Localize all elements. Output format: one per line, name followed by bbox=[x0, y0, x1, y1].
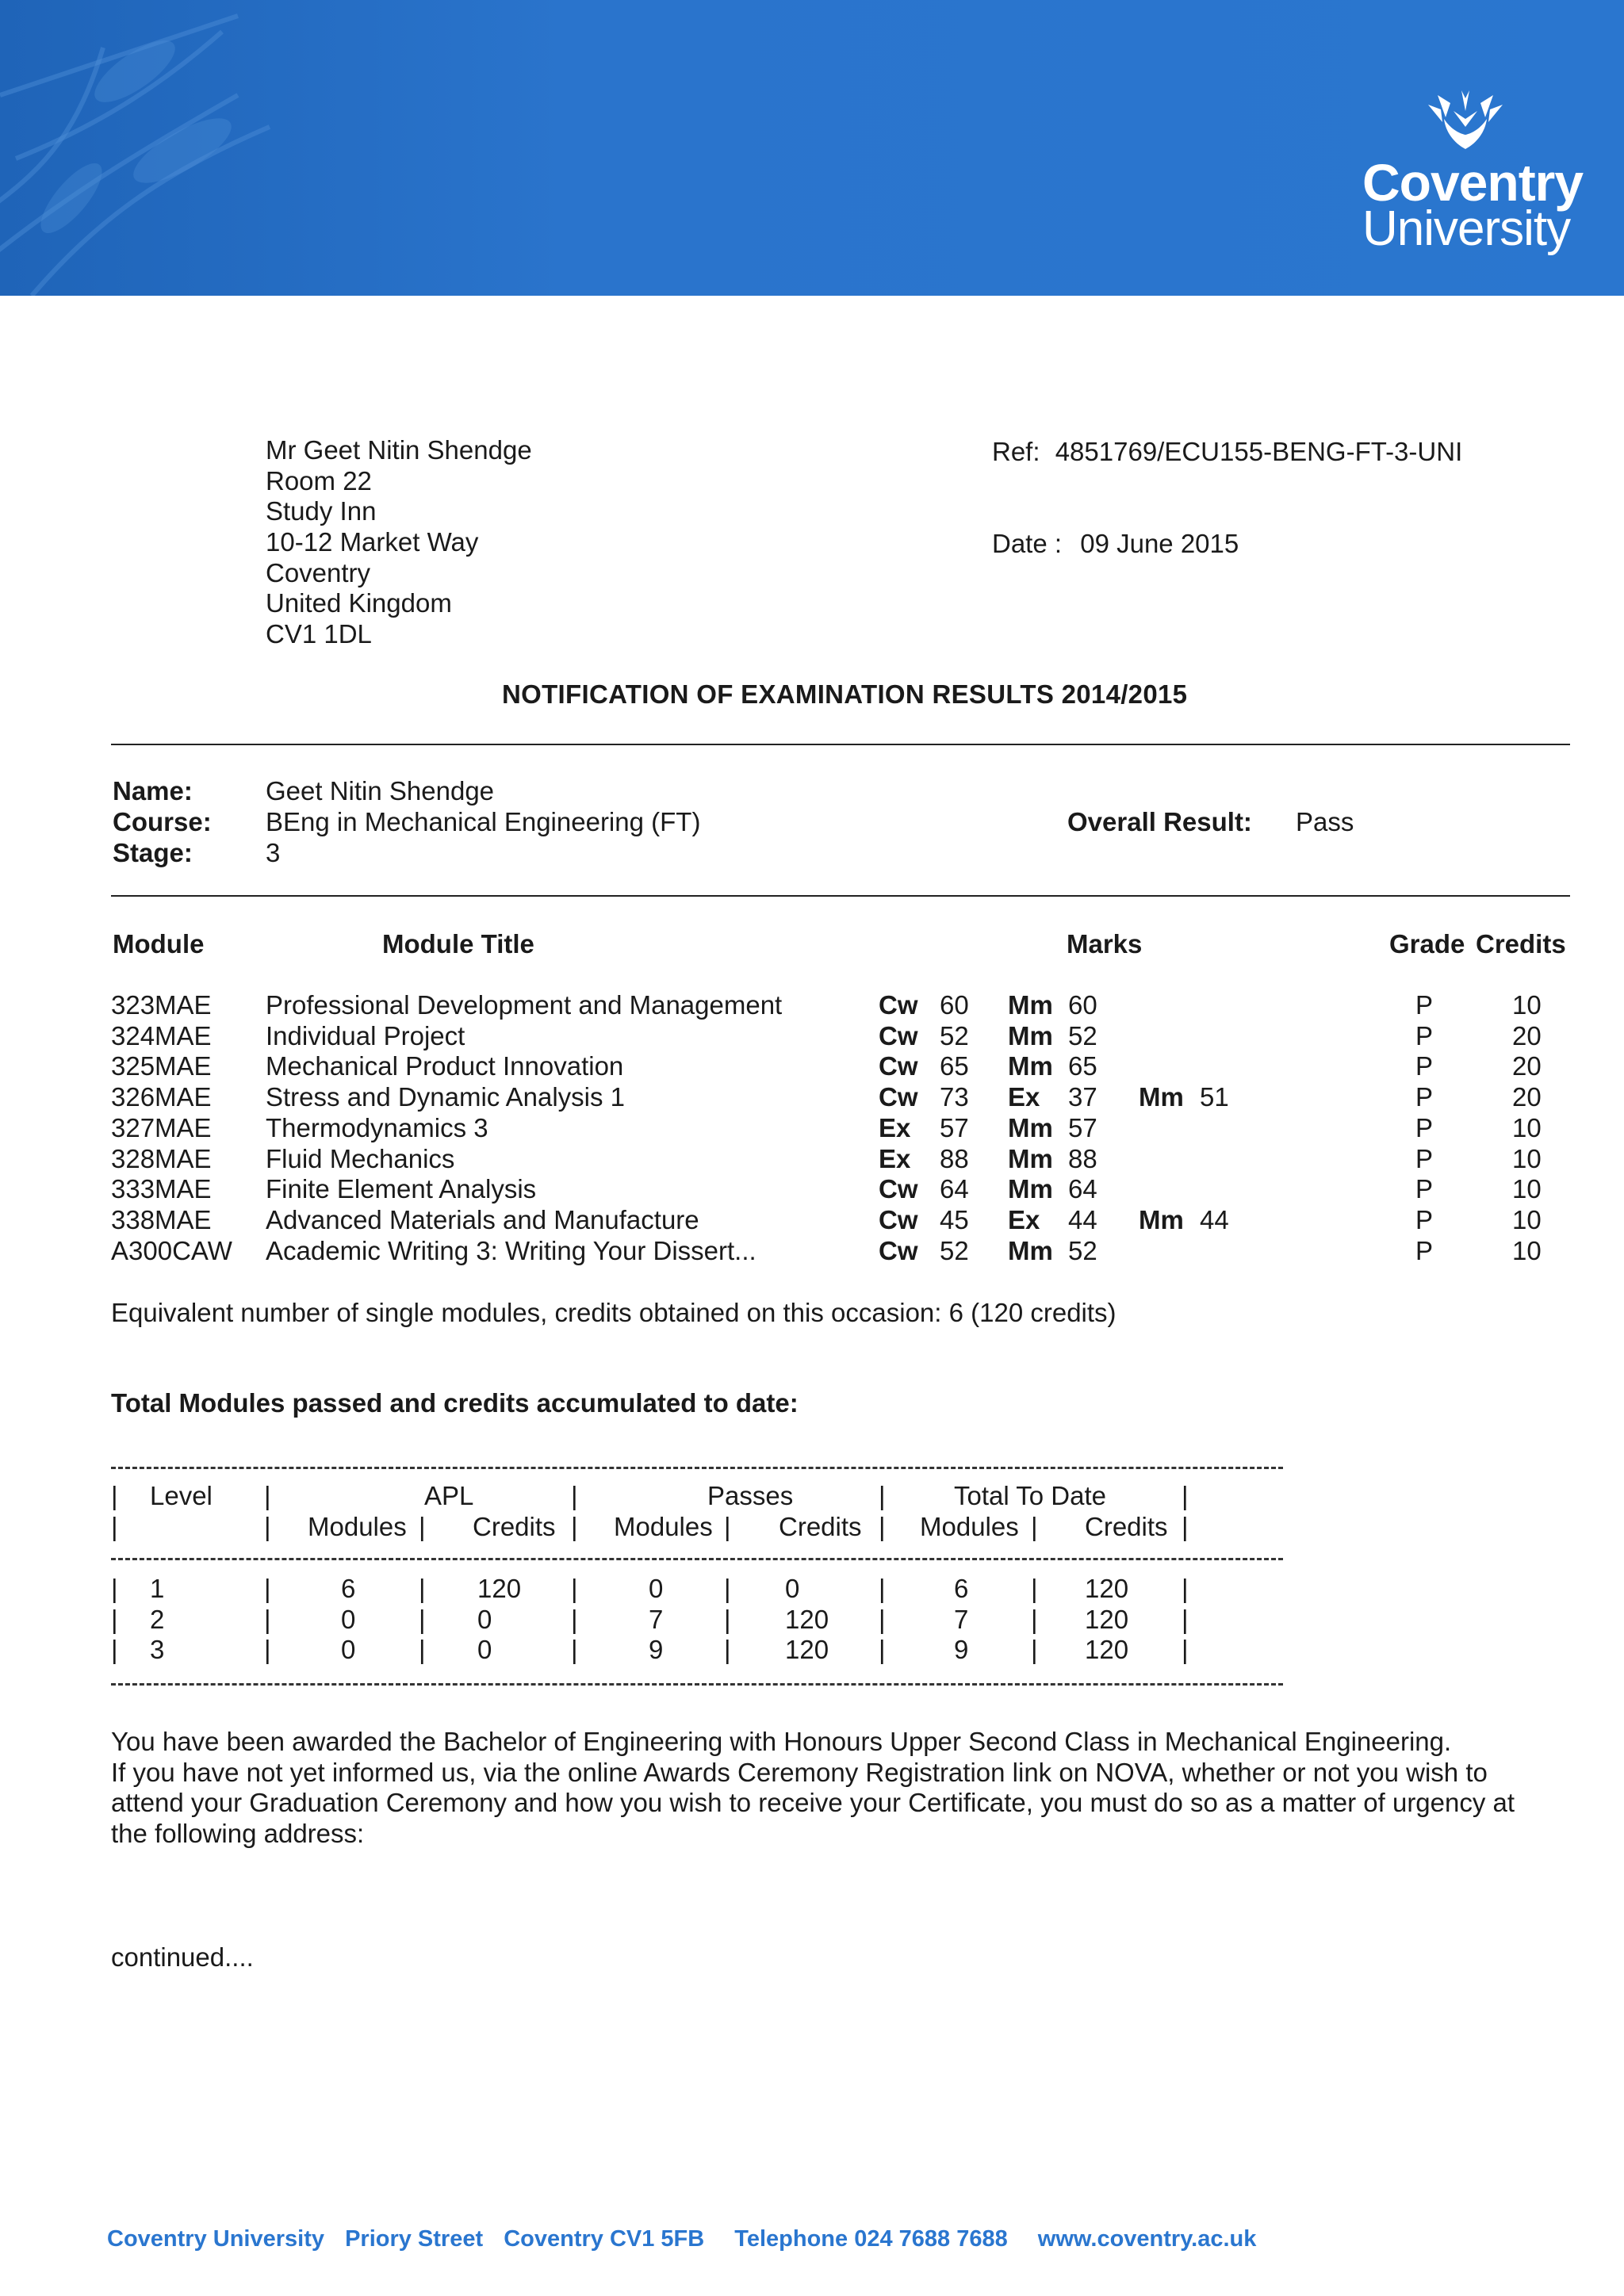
summary-apl-modules: 6 bbox=[341, 1574, 356, 1603]
overall-result-value: Pass bbox=[1296, 807, 1354, 836]
summary-total-modules: 9 bbox=[954, 1635, 969, 1665]
mark-type: Mm bbox=[1139, 1204, 1184, 1234]
table-rule: | bbox=[111, 1574, 118, 1603]
student-name: Geet Nitin Shendge bbox=[266, 776, 495, 806]
col-header-module-title: Module Title bbox=[382, 929, 534, 959]
document-title: NOTIFICATION OF EXAMINATION RESULTS 2014/2015 bbox=[502, 679, 1188, 709]
summary-level: 2 bbox=[150, 1604, 165, 1634]
summary-header-passes: Passes bbox=[707, 1481, 794, 1510]
summary-header-total: Total To Date bbox=[954, 1481, 1107, 1510]
module-code: A300CAW bbox=[111, 1235, 232, 1265]
letter-date bbox=[992, 529, 1239, 559]
module-code: 323MAE bbox=[111, 990, 212, 1020]
table-row bbox=[111, 1082, 1570, 1113]
module-code: 328MAE bbox=[111, 1143, 212, 1173]
mark-type: Mm bbox=[1008, 1112, 1053, 1142]
date-label: Date : bbox=[992, 529, 1063, 558]
col-header-credits: Credits bbox=[1476, 929, 1566, 959]
mark-value: 64 bbox=[1068, 1174, 1097, 1204]
mark-value: 45 bbox=[940, 1204, 969, 1234]
address-line: United Kingdom bbox=[266, 588, 452, 618]
module-code: 327MAE bbox=[111, 1112, 212, 1142]
footer-website[interactable]: www.coventry.ac.uk bbox=[1037, 2226, 1257, 2252]
mark-value: 52 bbox=[1068, 1020, 1097, 1050]
summary-total-credits: 120 bbox=[1085, 1604, 1129, 1634]
module-grade: P bbox=[1415, 1020, 1434, 1050]
summary-table-border bbox=[111, 1683, 1283, 1686]
logo-wordmark-line2: University bbox=[1362, 201, 1571, 256]
summary-pass-modules: 7 bbox=[649, 1604, 664, 1634]
award-paragraph bbox=[111, 1727, 1515, 1850]
total-modules-heading: Total Modules passed and credits accumulated to date: bbox=[111, 1388, 799, 1418]
module-code: 338MAE bbox=[111, 1204, 212, 1234]
module-code: 333MAE bbox=[111, 1174, 212, 1204]
module-title: Thermodynamics 3 bbox=[266, 1112, 488, 1142]
summary-total-credits: 120 bbox=[1085, 1635, 1129, 1665]
table-rule: | bbox=[111, 1481, 118, 1510]
summary-header-level: Level bbox=[150, 1481, 213, 1510]
mark-type: Ex bbox=[879, 1143, 911, 1173]
footer-org: Coventry University bbox=[107, 2226, 324, 2252]
summary-apl-credits: 120 bbox=[477, 1574, 522, 1603]
module-code: 324MAE bbox=[111, 1020, 212, 1050]
footer-contact bbox=[107, 2226, 1270, 2252]
col-header-grade: Grade bbox=[1389, 929, 1465, 959]
table-rule: | bbox=[1182, 1635, 1189, 1665]
summary-header-total-credits: Credits bbox=[1085, 1512, 1168, 1541]
table-rule: | bbox=[879, 1604, 886, 1634]
summary-header-apl-modules: Modules bbox=[308, 1512, 407, 1541]
module-grade: P bbox=[1415, 1204, 1434, 1234]
summary-header-passes-modules: Modules bbox=[614, 1512, 713, 1541]
summary-level: 1 bbox=[150, 1574, 165, 1603]
table-rule: | bbox=[419, 1604, 426, 1634]
divider bbox=[111, 895, 1570, 897]
module-title: Individual Project bbox=[266, 1020, 465, 1050]
award-line: the following address: bbox=[111, 1819, 365, 1849]
summary-apl-credits: 0 bbox=[477, 1604, 492, 1634]
module-code: 325MAE bbox=[111, 1051, 212, 1081]
summary-total-modules: 6 bbox=[954, 1574, 969, 1603]
recipient-address bbox=[266, 435, 532, 650]
table-rule: | bbox=[1182, 1574, 1189, 1603]
mark-value: 51 bbox=[1200, 1082, 1229, 1112]
address-line: CV1 1DL bbox=[266, 619, 372, 649]
mark-value: 44 bbox=[1200, 1204, 1229, 1234]
mark-type: Cw bbox=[879, 1235, 918, 1265]
table-row bbox=[111, 1144, 1570, 1175]
summary-apl-modules: 0 bbox=[341, 1604, 356, 1634]
table-row bbox=[111, 1174, 1570, 1205]
mark-type: Cw bbox=[879, 1020, 918, 1050]
module-title: Academic Writing 3: Writing Your Dissert... bbox=[266, 1235, 756, 1265]
mark-value: 65 bbox=[940, 1051, 969, 1081]
table-rule: | bbox=[879, 1574, 886, 1603]
table-row bbox=[111, 1021, 1570, 1052]
summary-pass-modules: 0 bbox=[649, 1574, 664, 1603]
address-line: Mr Geet Nitin Shendge bbox=[266, 435, 532, 465]
table-rule: | bbox=[419, 1574, 426, 1603]
summary-apl-credits: 0 bbox=[477, 1635, 492, 1665]
header-banner bbox=[0, 0, 1624, 296]
ref-value: 4851769/ECU155-BENG-FT-3-UNI bbox=[1055, 437, 1463, 466]
mark-value: 88 bbox=[1068, 1143, 1097, 1173]
module-credits: 10 bbox=[1512, 1112, 1542, 1142]
module-grade: P bbox=[1415, 1143, 1434, 1173]
table-rule: | bbox=[1031, 1512, 1038, 1541]
summary-level: 3 bbox=[150, 1635, 165, 1665]
mark-type: Cw bbox=[879, 990, 918, 1020]
summary-header-apl-credits: Credits bbox=[473, 1512, 556, 1541]
summary-total-modules: 7 bbox=[954, 1604, 969, 1634]
table-row bbox=[111, 1236, 1570, 1267]
mark-type: Mm bbox=[1008, 1174, 1053, 1204]
summary-pass-credits: 120 bbox=[785, 1604, 829, 1634]
table-rule: | bbox=[1182, 1604, 1189, 1634]
logo-wordmark-line1: Coventry bbox=[1362, 153, 1584, 212]
summary-pass-credits: 120 bbox=[785, 1635, 829, 1665]
phoenix-icon bbox=[1422, 87, 1509, 159]
ref-label: Ref: bbox=[992, 437, 1040, 466]
module-credits: 10 bbox=[1512, 1143, 1542, 1173]
address-line: Room 22 bbox=[266, 465, 372, 496]
footer-street: Priory Street bbox=[345, 2226, 484, 2252]
banner-decoration bbox=[0, 0, 555, 296]
address-line: 10-12 Market Way bbox=[266, 527, 479, 557]
summary-table-border bbox=[111, 1558, 1283, 1560]
equivalent-modules-text: Equivalent number of single modules, credits obtained on this occasion: 6 (120 credits) bbox=[111, 1298, 1116, 1327]
module-title: Mechanical Product Innovation bbox=[266, 1051, 624, 1081]
table-rule: | bbox=[879, 1512, 886, 1541]
table-rule: | bbox=[111, 1512, 118, 1541]
mark-type: Ex bbox=[1008, 1204, 1040, 1234]
table-rule: | bbox=[571, 1481, 578, 1510]
mark-value: 52 bbox=[940, 1020, 969, 1050]
module-title: Finite Element Analysis bbox=[266, 1174, 537, 1204]
mark-value: 57 bbox=[940, 1112, 969, 1142]
module-credits: 20 bbox=[1512, 1051, 1542, 1081]
address-line: Coventry bbox=[266, 557, 371, 587]
table-rule: | bbox=[1031, 1635, 1038, 1665]
module-title: Fluid Mechanics bbox=[266, 1143, 455, 1173]
mark-value: 64 bbox=[940, 1174, 969, 1204]
mark-type: Mm bbox=[1008, 1235, 1053, 1265]
module-grade: P bbox=[1415, 1174, 1434, 1204]
address-line: Study Inn bbox=[266, 496, 377, 526]
module-grade: P bbox=[1415, 1112, 1434, 1142]
overall-result-label: Overall Result: bbox=[1067, 807, 1252, 836]
mark-type: Mm bbox=[1008, 990, 1053, 1020]
award-line: If you have not yet informed us, via the online Awards Ceremony Registration link on NOVA, whether or not you wish to bbox=[111, 1757, 1488, 1787]
mark-value: 52 bbox=[940, 1235, 969, 1265]
table-rule: | bbox=[111, 1604, 118, 1634]
module-credits: 20 bbox=[1512, 1082, 1542, 1112]
module-grade: P bbox=[1415, 990, 1434, 1020]
table-rule: | bbox=[264, 1604, 271, 1634]
mark-type: Cw bbox=[879, 1082, 918, 1112]
summary-header-apl: APL bbox=[424, 1481, 474, 1510]
mark-value: 52 bbox=[1068, 1235, 1097, 1265]
mark-value: 88 bbox=[940, 1143, 969, 1173]
table-rule: | bbox=[571, 1635, 578, 1665]
table-rule: | bbox=[264, 1481, 271, 1510]
table-rule: | bbox=[571, 1574, 578, 1603]
table-rule: | bbox=[1182, 1512, 1189, 1541]
table-rule: | bbox=[1031, 1574, 1038, 1603]
divider bbox=[111, 744, 1570, 745]
summary-apl-modules: 0 bbox=[341, 1635, 356, 1665]
course-label: Course: bbox=[113, 807, 212, 836]
summary-header-passes-credits: Credits bbox=[779, 1512, 862, 1541]
stage-value: 3 bbox=[266, 838, 281, 867]
module-grade: P bbox=[1415, 1235, 1434, 1265]
mark-type: Mm bbox=[1008, 1020, 1053, 1050]
table-rule: | bbox=[1182, 1481, 1189, 1510]
table-rule: | bbox=[724, 1574, 731, 1603]
module-grade: P bbox=[1415, 1082, 1434, 1112]
mark-type: Cw bbox=[879, 1204, 918, 1234]
mark-value: 57 bbox=[1068, 1112, 1097, 1142]
module-credits: 10 bbox=[1512, 1174, 1542, 1204]
module-title: Advanced Materials and Manufacture bbox=[266, 1204, 699, 1234]
mark-type: Mm bbox=[1008, 1143, 1053, 1173]
table-rule: | bbox=[264, 1574, 271, 1603]
table-rule: | bbox=[264, 1635, 271, 1665]
table-rule: | bbox=[571, 1604, 578, 1634]
table-rule: | bbox=[419, 1635, 426, 1665]
mark-value: 60 bbox=[1068, 990, 1097, 1020]
module-credits: 10 bbox=[1512, 990, 1542, 1020]
module-title: Stress and Dynamic Analysis 1 bbox=[266, 1082, 626, 1112]
table-row bbox=[111, 1205, 1570, 1236]
module-title: Professional Development and Management bbox=[266, 990, 783, 1020]
table-rule: | bbox=[724, 1512, 731, 1541]
mark-type: Ex bbox=[1008, 1082, 1040, 1112]
mark-value: 60 bbox=[940, 990, 969, 1020]
mark-type: Ex bbox=[879, 1112, 911, 1142]
summary-table-border bbox=[111, 1467, 1283, 1469]
table-row bbox=[111, 1113, 1570, 1144]
continued-note: continued.... bbox=[111, 1942, 254, 1972]
mark-value: 65 bbox=[1068, 1051, 1097, 1081]
module-grade: P bbox=[1415, 1051, 1434, 1081]
table-rule: | bbox=[264, 1512, 271, 1541]
reference bbox=[992, 437, 1462, 467]
mark-type: Mm bbox=[1008, 1051, 1053, 1081]
mark-type: Cw bbox=[879, 1051, 918, 1081]
table-rule: | bbox=[419, 1512, 426, 1541]
date-value: 09 June 2015 bbox=[1080, 529, 1239, 558]
table-row bbox=[111, 990, 1570, 1021]
coventry-university-logo[interactable] bbox=[1362, 87, 1584, 262]
table-rule: | bbox=[879, 1481, 886, 1510]
module-credits: 20 bbox=[1512, 1020, 1542, 1050]
module-credits: 10 bbox=[1512, 1204, 1542, 1234]
mark-value: 73 bbox=[940, 1082, 969, 1112]
summary-pass-modules: 9 bbox=[649, 1635, 664, 1665]
table-rule: | bbox=[1031, 1604, 1038, 1634]
mark-value: 44 bbox=[1068, 1204, 1097, 1234]
table-rule: | bbox=[724, 1635, 731, 1665]
course-name: BEng in Mechanical Engineering (FT) bbox=[266, 807, 701, 836]
table-rule: | bbox=[111, 1635, 118, 1665]
summary-header-total-modules: Modules bbox=[920, 1512, 1019, 1541]
col-header-marks: Marks bbox=[1067, 929, 1143, 959]
table-rule: | bbox=[571, 1512, 578, 1541]
mark-type: Mm bbox=[1139, 1082, 1184, 1112]
footer-phone: Telephone 024 7688 7688 bbox=[734, 2226, 1008, 2252]
module-code: 326MAE bbox=[111, 1082, 212, 1112]
mark-type: Cw bbox=[879, 1174, 918, 1204]
table-row bbox=[111, 1051, 1570, 1082]
award-line: attend your Graduation Ceremony and how you wish to receive your Certificate, you must do so as a matter of urgency at bbox=[111, 1788, 1515, 1818]
table-rule: | bbox=[879, 1635, 886, 1665]
name-label: Name: bbox=[113, 776, 193, 806]
col-header-module: Module bbox=[113, 929, 205, 959]
summary-total-credits: 120 bbox=[1085, 1574, 1129, 1603]
table-rule: | bbox=[724, 1604, 731, 1634]
footer-city: Coventry CV1 5FB bbox=[504, 2226, 705, 2252]
stage-label: Stage: bbox=[113, 838, 193, 867]
module-credits: 10 bbox=[1512, 1235, 1542, 1265]
mark-value: 37 bbox=[1068, 1082, 1097, 1112]
award-line: You have been awarded the Bachelor of Engineering with Honours Upper Second Class in Mechanical Engineering. bbox=[111, 1727, 1452, 1756]
summary-pass-credits: 0 bbox=[785, 1574, 800, 1603]
